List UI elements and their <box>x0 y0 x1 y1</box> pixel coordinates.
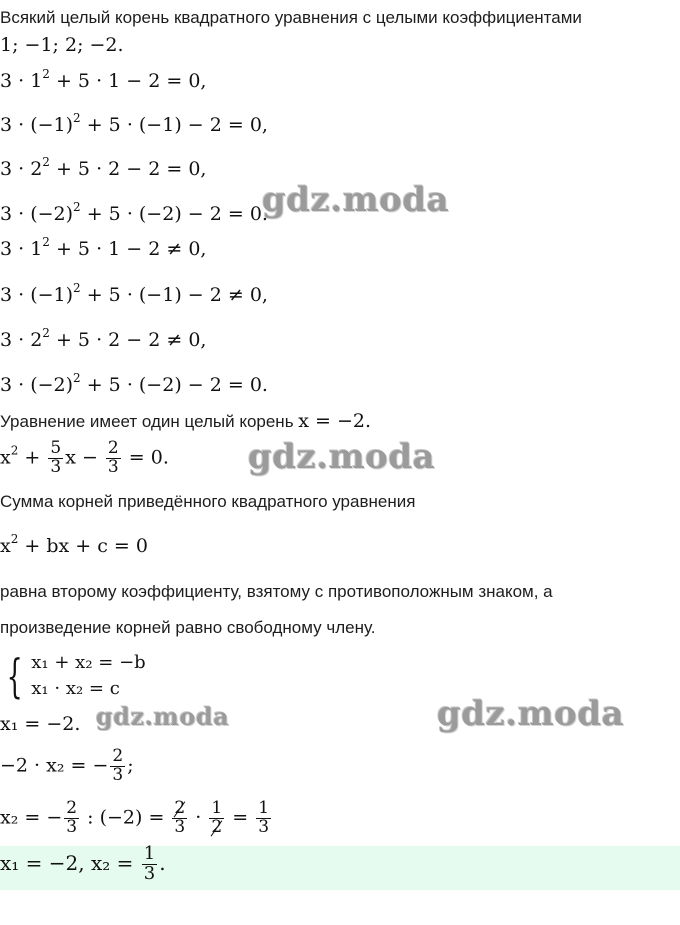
final-answer: x₁ = −2, x₂ = $\frac{1}{3}$ . <box>0 843 166 884</box>
vieta-text-2: равна второму коэффициенту, взятому с противоположным знаком, а <box>0 582 553 601</box>
watermark-logo-2: gdz.moda <box>248 437 436 477</box>
watermark-logo-1: gdz.moda <box>262 180 450 220</box>
vieta-text-1: Сумма корней приведённого квадратного уравнения <box>0 492 416 511</box>
x1-value: x₁ = −2. <box>0 713 81 735</box>
fraction-2-3: $\frac{2}{3}$ <box>107 438 119 477</box>
vieta-text-3: произведение корней равно свободному члену. <box>0 618 376 637</box>
check-line-7: $3 \cdot 2^2 + 5 \cdot 2 - 2 \ne 0$, <box>0 326 207 351</box>
check-line-3: $3 \cdot 2^2 + 5 \cdot 2 - 2 = 0$, <box>0 155 207 180</box>
check-line-8: $3 \cdot (-2)^2 + 5 \cdot (-2) - 2 = 0$. <box>0 371 268 396</box>
vieta-equation: $x^2$ + bx + c = 0 <box>0 532 148 557</box>
check-line-5: $3 \cdot 1^2 + 5 \cdot 1 - 2 \ne 0$, <box>0 235 207 260</box>
one-root-line: Уравнение имеет один целый корень x = −2. <box>0 410 372 432</box>
reduced-equation: $x^2$ + $\frac{5}{3}$ x − $\frac{2}{3}$ = 0. <box>0 438 169 477</box>
watermark-logo-3: gdz.moda <box>96 702 230 731</box>
step-2: x₂ = − $\frac{2}{3}$ : (−2) = $\frac{2}{3}$ · $\frac{1}{2}$ = $\frac{1}{3}$ <box>0 798 270 837</box>
fraction-5-3: $\frac{5}{3}$ <box>50 438 62 477</box>
step-1: −2 · x₂ = − $\frac{2}{3}$ ; <box>0 746 134 785</box>
check-line-1: $3 \cdot 1^2 + 5 \cdot 1 - 2 = 0$, <box>0 67 207 92</box>
check-line-4: $3 \cdot (-2)^2 + 5 \cdot (-2) - 2 = 0$. <box>0 200 268 225</box>
system-row-1: x₁ + x₂ = −b <box>31 652 146 673</box>
check-line-2: $3 \cdot (-1)^2 + 5 \cdot (-1) - 2 = 0$, <box>0 111 268 136</box>
vieta-system <box>0 650 146 702</box>
system-row-2: x₁ · x₂ = c <box>31 678 120 699</box>
intro-text: Всякий целый корень квадратного уравнения с целыми коэффициентами <box>0 8 582 27</box>
check-line-6: $3 \cdot (-1)^2 + 5 \cdot (-1) - 2 \ne 0$, <box>0 281 268 306</box>
system-brace: { <box>6 649 23 703</box>
watermark-logo-4: gdz.moda <box>437 694 625 734</box>
candidate-roots: 1; −1; 2; −2. <box>0 34 124 56</box>
